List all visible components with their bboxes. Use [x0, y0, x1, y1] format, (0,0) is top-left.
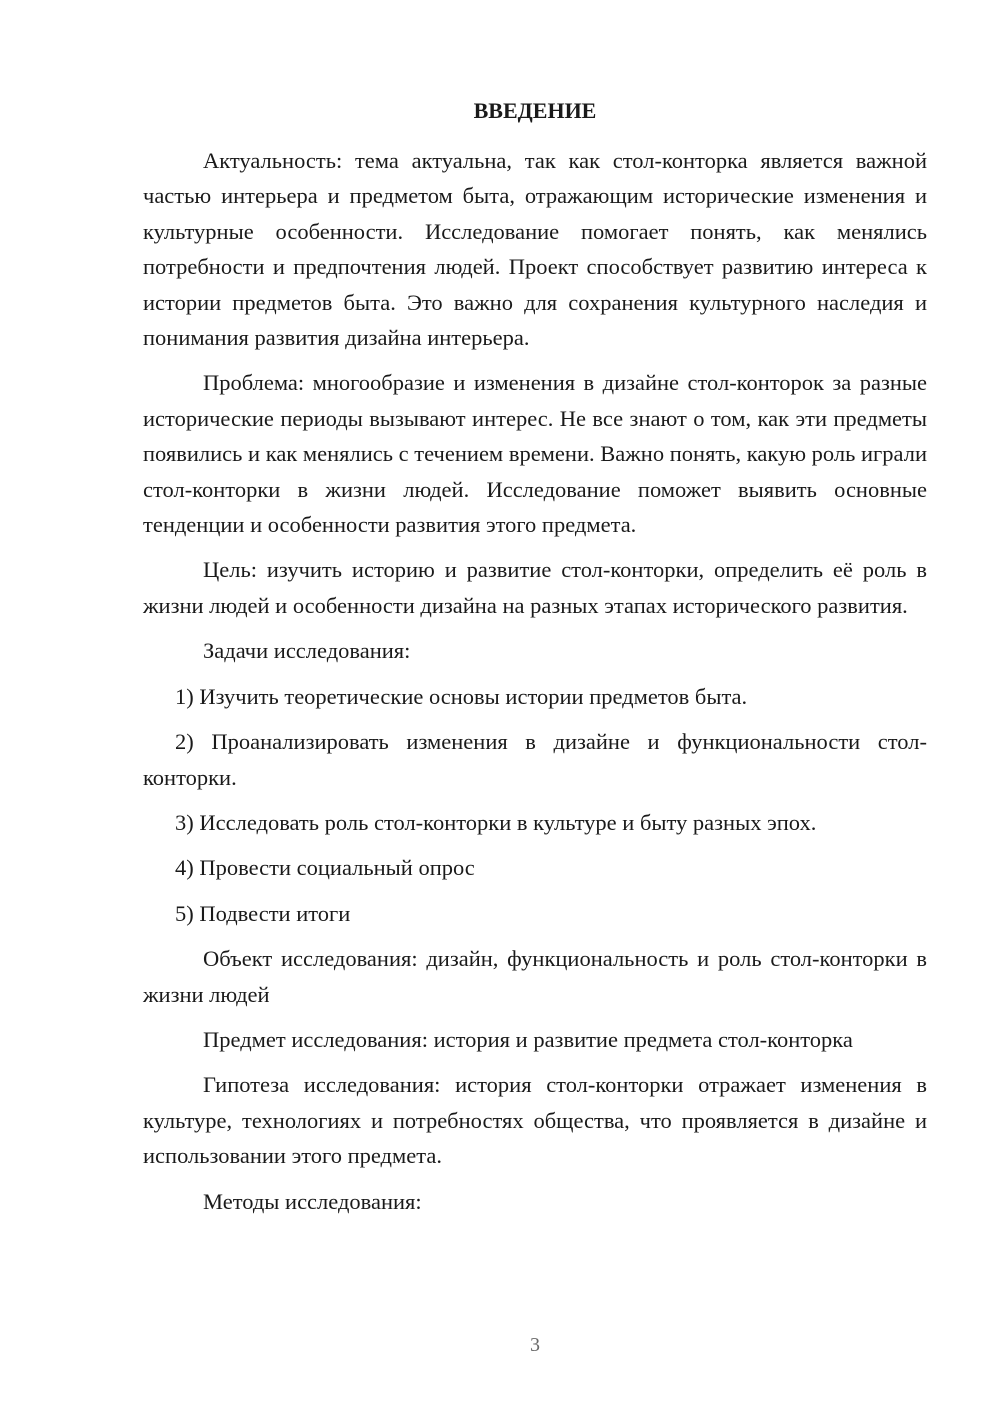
task-item-4: 4) Провести социальный опрос [175, 855, 475, 881]
section-heading: ВВЕДЕНИЕ [473, 98, 597, 123]
tasks-heading: Задачи исследования: [203, 638, 411, 664]
task-item-5: 5) Подвести итоги [175, 900, 351, 926]
task-item-1: 1) Изучить теоретические основы истории предметов быта. [175, 683, 748, 709]
object-paragraph: Объект исследования: дизайн, функциональность и роль стол-конторки в жизни людей [143, 946, 927, 1007]
subject-paragraph: Предмет исследования: история и развитие предмета стол-конторка [203, 1026, 853, 1052]
goal-paragraph: Цель: изучить историю и развитие стол-конторки, определить её роль в жизни людей и особенности дизайна на разных этапах исторического развития. [143, 557, 927, 618]
document-body [143, 143, 927, 1229]
hypothesis-paragraph: Гипотеза исследования: история стол-конторки отражает изменения в культуре, технологиях и потребностях общества, что проявляется в дизайне и использовании этого предмета. [143, 1072, 927, 1169]
task-item-2: 2) Проанализировать изменения в дизайне и функциональности стол-конторки. [143, 729, 927, 790]
methods-heading: Методы исследования: [203, 1188, 422, 1214]
page-number: 3 [530, 1334, 540, 1356]
task-item-3: 3) Исследовать роль стол-конторки в культуре и быту разных эпох. [175, 809, 817, 835]
problem-paragraph: Проблема: многообразие и изменения в дизайне стол-конторок за разные исторические периоды вызывают интерес. Не все знают о том, как эти предметы появились и как менялись с течением времени. Важно понять, какую роль играли стол-конторки в жизни людей. Исследование поможет выявить основные тенденции и особенности развития этого предмета. [143, 370, 927, 538]
relevance-paragraph: Актуальность: тема актуальна, так как стол-конторка является важной частью интерьера и предметом быта, отражающим исторические изменения и культурные особенности. Исследование помогает понять, как менялись потребности и предпочтения людей. Проект способствует развитию интереса к истории предметов быта. Это важно для сохранения культурного наследия и понимания развития дизайна интерьера. [143, 148, 927, 351]
